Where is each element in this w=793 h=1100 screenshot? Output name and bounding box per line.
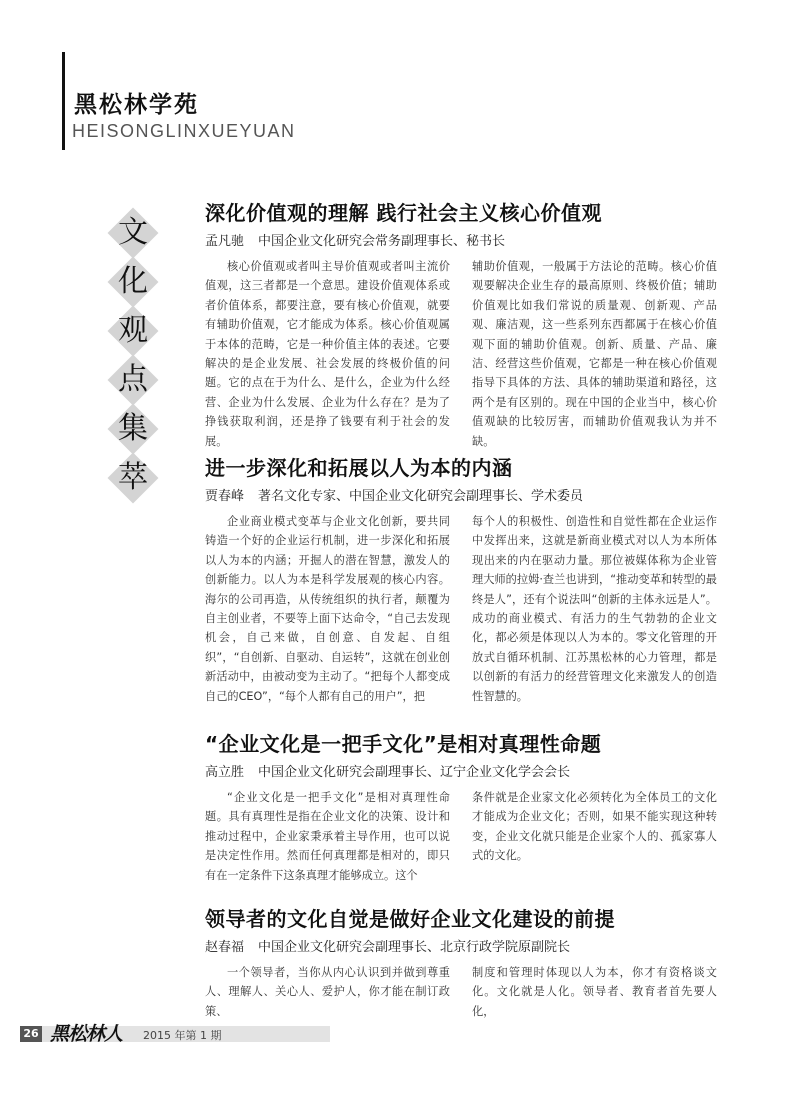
article bbox=[205, 903, 725, 1018]
article-byline bbox=[205, 230, 725, 249]
header-rule bbox=[62, 52, 65, 150]
article-title: “企业文化是一把手文化”是相对真理性命题 bbox=[205, 732, 602, 756]
body-column-right: 每个人的积极性、创造性和自觉性都在企业运作中发挥出来，这就是新商业模式对以人为本所体现出来的内在驱动力量。那位被媒体称为企业管理大师的拉姆·查兰也讲到，“推动变革和转型的最终是人”，还有个说法叫“创新的主体永远是人”。成功的商业模式、有活力的生气勃勃的企业文化，都必须是体现以人为本的。零文化管理的开放式自循环机制、江苏黑松林的心力管理，都是以创新的有活力的经营管理文化来激发人的创造性智慧的。 bbox=[472, 515, 717, 703]
article-byline bbox=[205, 485, 725, 504]
column-label-char: 点 bbox=[105, 352, 161, 408]
author-name: 赵春福 bbox=[205, 940, 245, 955]
article bbox=[205, 197, 725, 448]
article-title: 进一步深化和拓展以人为本的内涵 bbox=[205, 456, 513, 480]
column-label-char: 观 bbox=[105, 303, 161, 359]
article-byline bbox=[205, 936, 725, 955]
author-role: 中国企业文化研究会副理事长、北京行政学院原副院长 bbox=[258, 940, 571, 955]
author-name: 高立胜 bbox=[205, 765, 245, 780]
section-title: 黑松林学苑 bbox=[74, 92, 199, 118]
body-column-left: 核心价值观或者叫主导价值观或者叫主流价值观，这三者都是一个意思。建设价值观体系或者价值体系，都要注意，要有核心价值观，就要有辅助价值观，它才能成为体系。核心价值观属于本体的范畴，它是一种价值主体的表述。它要解决的是企业发展、社会发展的终极价值的问题。它的点在于为什么、是什么，企业为什么经营、企业为什么发展、企业为什么存在？是为了挣钱获取利润，还是挣了钱要有利于社会的发展。 bbox=[205, 260, 450, 448]
section-subtitle: HEISONGLINXUEYUAN bbox=[72, 121, 296, 141]
article bbox=[205, 728, 725, 882]
author-role: 著名文化专家、中国企业文化研究会副理事长、学术委员 bbox=[258, 489, 584, 504]
article-byline bbox=[205, 761, 725, 780]
column-label-char: 萃 bbox=[105, 450, 161, 506]
body-column-left: 一个领导者，当你从内心认识到并做到尊重人、理解人、关心人、爱护人，你才能在制订政策、 bbox=[205, 966, 450, 1018]
body-column-left: 企业商业模式变革与企业文化创新，要共同铸造一个好的企业运行机制，进一步深化和拓展以人为本的内涵；开掘人的潜在智慧，激发人的创新能力。以人为本是科学发展观的核心内容。海尔的公司再造，从传统组织的执行者，颠覆为自主创业者，不要等上面下达命令，“自己去发现机会，自己来做，自创意、自发起、自组织”，“自创新、自驱动、自运转”，这就在创业创新活动中，由被动变为主动了。“把每个人都变成自己的CEO”，“每个人都有自己的用户”，把 bbox=[205, 515, 450, 703]
column-label-char: 集 bbox=[105, 401, 161, 457]
magazine-logo: 黑松林人 bbox=[50, 1023, 123, 1045]
column-label-char: 文 bbox=[105, 205, 161, 261]
body-column-left: “企业文化是一把手文化”是相对真理性命题。具有真理性是指在企业文化的决策、设计和推动过程中，企业家秉承着主导作用，也可以说是决定性作用。然而任何真理都是相对的，即只有在一定条件下这条真理才能够成立。这个 bbox=[205, 791, 450, 882]
page-number: 26 bbox=[20, 1026, 42, 1042]
author-name: 孟凡驰 bbox=[205, 234, 245, 249]
article bbox=[205, 452, 725, 703]
author-role: 中国企业文化研究会常务副理事长、秘书长 bbox=[258, 234, 506, 249]
author-role: 中国企业文化研究会副理事长、辽宁企业文化学会会长 bbox=[258, 765, 571, 780]
body-column-right: 制度和管理时体现以人为本，你才有资格谈文化。文化就是人化。领导者、教育者首先要人化， bbox=[472, 966, 717, 1018]
column-label-char: 化 bbox=[105, 254, 161, 310]
article-title: 深化价值观的理解 践行社会主义核心价值观 bbox=[205, 201, 602, 225]
issue-label: 2015 年第 1 期 bbox=[143, 1029, 222, 1042]
author-name: 贾春峰 bbox=[205, 489, 245, 504]
body-column-right: 条件就是企业家文化必须转化为全体员工的文化才能成为企业文化；否则，如果不能实现这种转变，企业文化就只能是企业家个人的、孤家寡人式的文化。 bbox=[472, 791, 717, 863]
body-column-right: 辅助价值观，一般属于方法论的范畴。核心价值观要解决企业生存的最高原则、终极价值；辅助价值观比如我们常说的质量观、创新观、产品观、廉洁观，这一些系列东西都属于在核心价值观下面的辅助价值观。创新、质量、产品、廉洁、经营这些价值观，它都是一种在核心价值观指导下具体的方法、具体的辅助渠道和路径，这两个是有区别的。现在中国的企业当中，核心价值观缺的比较厉害，而辅助价值观我认为并不缺。 bbox=[472, 260, 717, 448]
article-title: 领导者的文化自觉是做好企业文化建设的前提 bbox=[205, 907, 615, 931]
